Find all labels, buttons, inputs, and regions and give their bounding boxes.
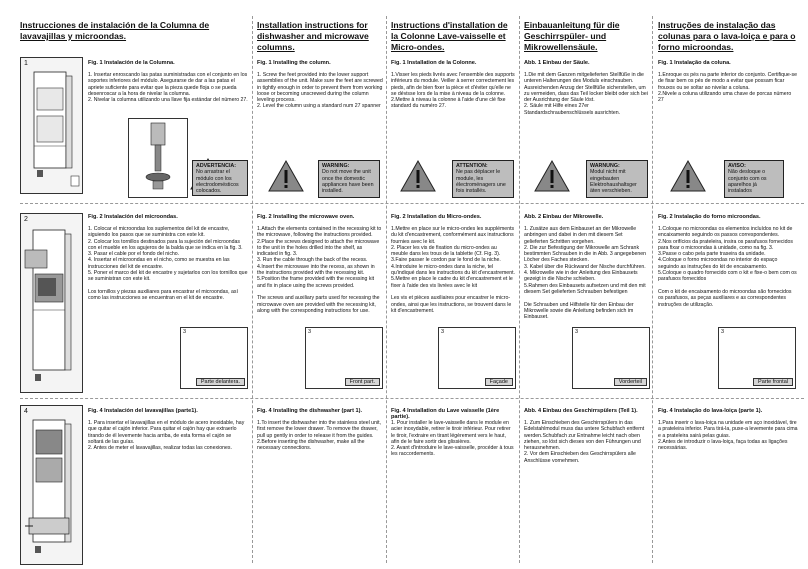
warning-title: ADVERTENCIA: [196, 163, 237, 169]
header-en: Installation instructions for dishwasher and microwave columns. [257, 20, 369, 52]
text-fr: 1. Pour installer le lave-vaisselle dans le module en acier inoxydable, retirer le tiroir inférieur. Pour retirer le tiroir, l'extraire en tirant légèrement vers le haut, afin de le faire sortir des glissières. 2. Avant d'introduire le lave-vaisselle, procéder à tous les raccordements. [391, 420, 514, 458]
dishwasher-install-illustration [21, 406, 82, 564]
front-part-label: Vorderteil [614, 378, 647, 386]
text-es: 1. Para insertar el lavavajillas en el módulo de acero inoxidable, hay que quitar el cajón inferior. Para quitar el cajón hay que extraerlo tirando de él levemente hacia arriba, de esta forma el cajón se soltará de las guías. 2. Antes de meter el lavavajillas, realizar todas las conexiones. [88, 420, 245, 452]
figure-1-detail [128, 118, 188, 198]
caption-de: Abb. 1 Einbau der Säule. [524, 60, 590, 66]
front-part-label: Parte frontal [753, 378, 793, 386]
caption-en: Fig. 2 Installing the microwave oven. [257, 214, 355, 220]
figure-number: 2 [24, 216, 28, 223]
text-pt: 1.Para inserir o lava-loiça na unidade em aço inoxidável, tire a prateleira inferior. Para tirá-la, puxe-a levemente para cima e a prateleira sairá pelas guias. 2.Antes de introduzir o lava-loiça, faça todas as ligações necessárias. [658, 420, 798, 452]
figure-3-fr [438, 327, 516, 389]
figure-3-es [180, 327, 248, 389]
column-divider [652, 16, 653, 563]
warning-pt [724, 160, 784, 198]
row-divider [20, 203, 804, 204]
caption-pt: Fig. 2 Instalação do forno microondas. [658, 214, 761, 220]
header-fr: Instructions d'installation de la Colonne Lave-vaisselle et Micro-ondes. [391, 20, 508, 52]
warning-de [586, 160, 648, 198]
warning-body: Não desloque o conjunto com os aparelhos já instalados [728, 169, 767, 195]
caption-es: Fig. 4 Instalación del lavavajillas (parte1). [88, 408, 198, 414]
foot-detail-illustration [129, 119, 187, 197]
caption-en: Fig. 4 Installing the dishwasher (part 1). [257, 408, 363, 414]
column-divider [252, 16, 253, 563]
text-fr: 1.Visser les pieds livrés avec l'ensemble des supports inférieurs du module. Veiller à serrer correctement les pieds, afin de bien fixer la pièce et d'éviter qu'elle ne se dévisse lors de la mise à niveau de la colonne. 2.Mettre à niveau la colonne à l'aide d'une clé fixe standard du numéro 27. [391, 72, 515, 110]
warning-triangle-icon [670, 160, 706, 192]
text-en: 1. Screw the feet provided into the lower support assemblies of the unit. Make sure the feet are screwed in tightly enough in order to prevent them from working loose or becoming unscrewed during the column leveling process. 2. Level the column using a standard num 27 spanner [257, 72, 383, 110]
text-pt: 1.Enroque os pés na parte inferior do conjunto. Certifique-se de fixar bem os pés de modo a evitar que possam ficar frouxos ou se soltar ao nivelar a coluna. 2.Nivele a coluna utilizando uma chave de porcas número 27 [658, 72, 797, 104]
figure-number: 3 [441, 329, 445, 335]
warning-fr [452, 160, 514, 198]
caption-de: Abb. 2 Einbau der Mikrowelle. [524, 214, 604, 220]
warning-title: WARNING: [322, 163, 350, 169]
caption-fr: Fig. 2 Installation du Micro-ondes. [391, 214, 482, 220]
caption-es: Fig. 1 Instalación de la Columna. [88, 60, 175, 66]
column-unit-illustration [21, 58, 82, 193]
caption-es: Fig. 2 Instalación del microondas. [88, 214, 178, 220]
figure-3-de [572, 327, 650, 389]
text-de: 1. Zum Einschieben des Geschirrspülers in das Edelstahlmodul muss das untere Schubfach entfernt werden.Schubfach zur Entnahme leicht nach oben ziehen, so löst sich dieses von den Führungen und herausnehmen. 2. Vor dem Einschieben des Geschirrspülers alle Anschlüsse vornehmen. [524, 420, 645, 464]
front-part-label: Façade [485, 378, 513, 386]
warning-triangle-icon [534, 160, 570, 192]
text-en: 1.Attach the elements contained in the recessing kit to the microwave, following the instructions provided. 2.Place the screws designed to attach the microwave to the unit in the holes drilled into the shelf, as indicated in fig. 3. 3. Run the cable through the back of the recess. 4.Insert the microwave into the recess, as shown in the instructions provided with the recessing kit. 5.Position the frame provided with the recessing kit and fix in place using the screws provided. The screws and auxiliary parts used for recessing the microwave oven are provided with the recessing kit, along with the corresponding instructions for use. [257, 226, 382, 314]
figure-number: 4 [24, 408, 28, 415]
figure-3-pt [718, 327, 796, 389]
caption-pt: Fig. 4 Instalação do lava-loiça (parte 1). [658, 408, 763, 414]
header-es: Instrucciones de instalación de la Columna de lavavajillas y microondas. [20, 20, 210, 41]
caption-en: Fig. 1 Installing the column. [257, 60, 331, 66]
text-fr: 1.Mettre en place sur le micro-ondes les suppléments du kit d'encastrement, conformément aux instructions fournies avec le kit. 2. Placer les vis de fixation du micro-ondes au meuble dans les trous de la tablette (Cf. Fig. 3). 3.Faire passer le cordon par le fond de la niche. 4.Introduire le micro-ondes dans la niche, tel qu'indiqué dans les instructions du kit d'encastrement. 5.Mettre en place le cadre du kit d'encastrement et le fixer à l'aide des vis livrées avec le kit Les vis et pièces auxiliaires pour encastrer le micro-ondes, ainsi que les instructions, se trouvent dans le kit d'encastrement. [391, 226, 515, 314]
caption-pt: Fig. 1 Instalação da coluna. [658, 60, 731, 66]
warning-body: Ne pas déplacer le module, les électroménagers une fois installés. [456, 169, 506, 195]
caption-de: Abb. 4 Einbau des Geschirrspülers (Teil 1). [524, 408, 638, 414]
text-de: 1.Die mit dem Ganzen mitgelieferten Stellfüße in die unteren Halterungen des Moduls einschrauben. Ausreichenden Anzug der Stellfüße sicherstellen, um zu vermeiden, dass das Teil locker bleibt oder sich bei der Ausrichtung der Säule löst. 2. Säule mit Hilfe eines 27er Standardschraubenschlüssels ausrichten. [524, 72, 648, 116]
warning-en [318, 160, 380, 198]
column-divider [519, 16, 520, 563]
text-es: 1. Insertar enroscando las patas suministradas con el conjunto en los soportes inferiores del módulo. Asegurarse de dar a las patas el apriete suficiente para evitar que la pieza quede floja o se pueda desenroscar a la hora de nivelar la columna. 2. Nivelar la columna utilizando una llave fija estándar del número 27. [88, 72, 248, 104]
caption-fr: Fig. 1 Installation de la Colonne. [391, 60, 477, 66]
figure-number: 3 [575, 329, 579, 335]
warning-title: ATTENTION: [456, 163, 488, 169]
figure-number: 1 [24, 60, 28, 67]
warning-title: AVISO: [728, 163, 746, 169]
figure-number: 3 [308, 329, 312, 335]
caption-fr: Fig. 4 Installation du Lave vaisselle (1ère partie). [391, 408, 500, 420]
text-es: 1. Colocar el microondas los suplementos del kit de encastre, siguiendo los pasos que se suministra con este kit. 2. Colocar los tornillos destinados para la sujeción del microondas con el mueble en los agujeros de la balda que se indica en la fig. 3. 3. Pasar el cable por el fondo del nicho. 4. Insertar el microondas en el nicho, como se muestra en las instrucciones del kit de encastre. 5. Poner el marco del kit de encastre y sujetarlos con los tornillos que se suministran con este kit. Los tornillos y piezas auxiliares para encastrar el microondas, así como las instrucciones se encuentran en el kit de encastre. [88, 226, 248, 302]
text-en: 1.To insert the dishwasher into the stainless steel unit, first remove the lower drawer. To remove the drawer, pull up gently in order to release it from the guides. 2.Before inserting the dishwasher, make all the necessary connections. [257, 420, 381, 452]
warning-body: No arrastrar el módulo con los electrodomésticos colocados. [196, 169, 239, 195]
column-divider [386, 16, 387, 563]
figure-4 [20, 405, 83, 565]
header-de: Einbauanleitung für die Geschirrspüler- und Mikrowellensäule. [524, 20, 620, 52]
warning-es [192, 160, 248, 196]
figure-3-en [305, 327, 383, 389]
microwave-install-illustration [21, 214, 82, 392]
warning-triangle-icon [268, 160, 304, 192]
figure-1 [20, 57, 83, 194]
figure-number: 3 [183, 329, 187, 335]
text-pt: 1.Coloque no microondas os elementos incluídos no kit de encaixamento seguindo os passos correspondentes. 2.Nos orifícios da prateleira, insira os parafusos fornecidos para fixar o microondas à unidade, como na fig. 3. 3.Passe o cabo pela parte traseira da unidade. 4.Coloque o forno microondas no interior do espaço seguindo as instruções do kit de encaixamento. 5.Coloque o quadro fornecido com o kit e fixe-o bem com os parafusos fornecidos Com o kit de encaixamento do microondas são fornecidos os parafusos, as peças auxiliares e as correspondentes instruções de utilização. [658, 226, 797, 308]
header-pt: Instruções de instalação das colunas para o lava-loiça e para o forno microondas. [658, 20, 796, 52]
warning-title: WARNUNG: [590, 163, 620, 169]
front-part-label: Front part. [345, 378, 380, 386]
figure-number: 3 [721, 329, 725, 335]
warning-body: Modul nicht mit eingebauten Elektrohaushaltsger äten verschieben. [590, 169, 637, 195]
text-de: 1. Zusätze aus dem Einbauset an der Mikrowelle anbringen und dabei in den mit diesem Set gelieferten Schritten vorgehen. 2. Die zur Befestigung der Mikrowelle am Schrank bestimmten Schrauben in die in Abb. 3 angegebenen Löcher des Faches stecken. 3. Kabel über die Rückwand der Nische durchführen. 4. Mikrowelle wie in der Anleitung des Einbausets gezeigt in die Nische schieben. 5.Rahmen des Einbausets aufsetzen und mit den mit diesem Set gelieferten Schrauben befestigen Die Schrauben und Hilfsteile für den Einbau der Mikrowelle sowie die Anleitung befinden sich im Einbauset. [524, 226, 646, 321]
row-divider [20, 398, 804, 399]
warning-triangle-icon [400, 160, 436, 192]
front-part-label: Parte delantera. [196, 378, 245, 386]
warning-body: Do not move the unit once the domestic appliances have been installed. [322, 169, 374, 195]
figure-2 [20, 213, 83, 393]
